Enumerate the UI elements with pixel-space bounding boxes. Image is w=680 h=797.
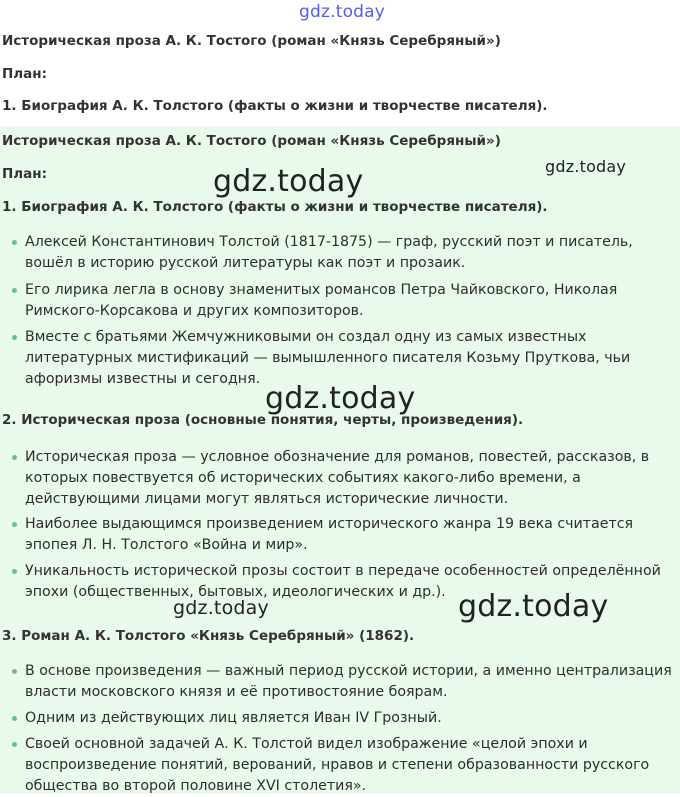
list-item-text: Вместе с братьями Жемчужниковыми он создал одну из самых известных литературных мистификаций — вымышленного писателя Козьму Пруткова, чьи афоризмы известны и сегодня. bbox=[25, 329, 631, 387]
answer-title: Историческая проза А. К. Тостого (роман «Князь Серебряный») bbox=[2, 133, 501, 149]
list-item bbox=[12, 280, 676, 322]
list-item-text: Одним из действующих лиц является Иван IV Грозный. bbox=[25, 710, 442, 726]
bullet-icon bbox=[12, 288, 17, 293]
bullet-icon bbox=[12, 522, 17, 527]
bullet-icon bbox=[12, 240, 17, 245]
list-item bbox=[12, 734, 676, 797]
question-section-1: 1. Биография А. К. Толстого (факты о жизни и творчестве писателя). bbox=[2, 98, 548, 114]
bullet-icon bbox=[12, 335, 17, 340]
list-item-text: Алексей Константинович Толстой (1817-1875) — граф, русский поэт и писатель, вошёл в историю русской литературы как поэт и прозаик. bbox=[25, 234, 633, 271]
list-item bbox=[12, 661, 676, 703]
bullet-icon bbox=[12, 669, 17, 674]
list-item-text: Своей основной задачей А. К. Толстой видел изображение «целой эпохи и воспроизведение понятий, верований, нравов и степени образованности русского общества во второй половине XVI столетия». bbox=[25, 736, 650, 794]
list-item bbox=[12, 232, 676, 274]
list-item-text: В основе произведения — важный период русской истории, а именно централизация власти московского князя и её противостояние боярам. bbox=[25, 663, 672, 700]
section-heading-2: 2. Историческая проза (основные понятия, черты, произведения). bbox=[2, 412, 524, 428]
list-item-text: Уникальность исторической прозы состоит в передаче особенностей определённой эпохи (общественных, бытовых, идеологических и др.). bbox=[25, 563, 661, 600]
bullet-icon bbox=[12, 716, 17, 721]
list-item-text: Историческая проза — условное обозначение для романов, повестей, рассказов, в которых повествуется об исторических событиях какого-либо времени, а действующими лицами могут являться исторические личности. bbox=[25, 449, 650, 507]
list-item bbox=[12, 514, 676, 556]
bullet-icon bbox=[12, 742, 17, 747]
list-item-text: Наиболее выдающимся произведением исторического жанра 19 века считается эпопея Л. Н. Толстого «Война и мир». bbox=[25, 516, 634, 553]
list-item-text: Его лирика легла в основу знаменитых романсов Петра Чайковского, Николая Римского-Корсакова и других композиторов. bbox=[25, 282, 618, 319]
answer-plan-label: План: bbox=[2, 166, 48, 182]
watermark: gdz.today bbox=[265, 381, 416, 416]
watermark: gdz.today bbox=[545, 157, 627, 176]
section-heading-1: 1. Биография А. К. Толстого (факты о жизни и творчестве писателя). bbox=[2, 199, 548, 215]
section-heading-3: 3. Роман А. К. Толстого «Князь Серебряный» (1862). bbox=[2, 628, 415, 644]
bullet-icon bbox=[12, 569, 17, 574]
watermark: gdz.today bbox=[458, 589, 609, 624]
question-title: Историческая проза А. К. Тостого (роман «Князь Серебряный») bbox=[2, 33, 501, 49]
watermark-top: gdz.today bbox=[299, 2, 386, 22]
bullet-icon bbox=[12, 455, 17, 460]
list-item bbox=[12, 447, 676, 510]
question-plan-label: План: bbox=[2, 66, 48, 82]
list-item bbox=[12, 708, 676, 729]
watermark: gdz.today bbox=[173, 597, 269, 619]
watermark: gdz.today bbox=[213, 164, 364, 199]
